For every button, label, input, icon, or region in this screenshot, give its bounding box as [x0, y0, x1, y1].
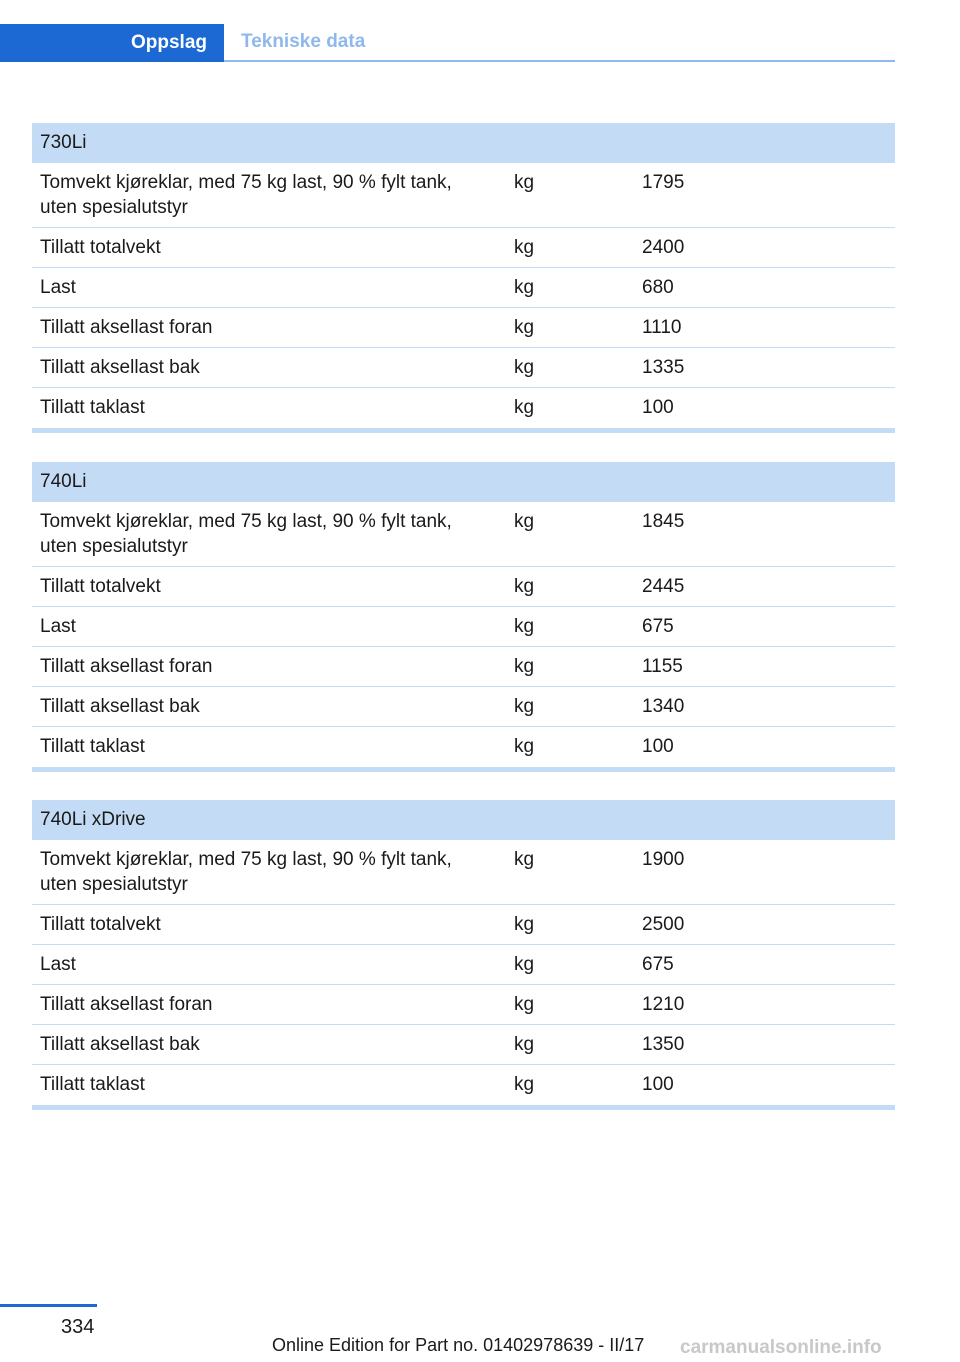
row-unit: kg — [514, 1074, 535, 1095]
row-unit: kg — [514, 914, 535, 935]
table-row — [32, 687, 895, 727]
row-value: 100 — [642, 736, 674, 757]
breadcrumb-tekniske-data[interactable]: Tekniske data — [224, 24, 895, 62]
row-value: 1340 — [642, 696, 685, 717]
table-model-header: 740Li — [32, 462, 895, 502]
row-label: Tillatt aksellast bak — [40, 357, 200, 378]
table-bottom-rule — [32, 428, 895, 433]
table-row — [32, 163, 895, 228]
row-unit: kg — [514, 397, 535, 418]
breadcrumb-oppslag[interactable]: Oppslag — [0, 24, 224, 62]
edition-text: Online Edition for Part no. 01402978639 - II/17 — [272, 1335, 645, 1355]
spec-table-730li — [32, 123, 895, 433]
row-unit: kg — [514, 994, 535, 1015]
table-row — [32, 607, 895, 647]
table-row — [32, 502, 895, 567]
table-row — [32, 268, 895, 308]
table-row — [32, 727, 895, 767]
spec-table-740li — [32, 462, 895, 772]
row-value: 680 — [642, 277, 674, 298]
table-model-header: 740Li xDrive — [32, 800, 895, 840]
table-model-header: 730Li — [32, 123, 895, 163]
row-label: Tillatt totalvekt — [40, 237, 161, 258]
row-label: Tillatt totalvekt — [40, 576, 161, 597]
row-value: 1795 — [642, 172, 685, 193]
row-unit: kg — [514, 317, 535, 338]
table-row — [32, 985, 895, 1025]
row-unit: kg — [514, 511, 535, 532]
table-bottom-rule — [32, 767, 895, 772]
row-label: Last — [40, 954, 76, 975]
row-value: 675 — [642, 616, 674, 637]
row-value: 1900 — [642, 849, 685, 870]
row-label: Tillatt taklast — [40, 736, 145, 757]
row-unit: kg — [514, 696, 535, 717]
row-label: Last — [40, 277, 76, 298]
spec-table-740li-xdrive — [32, 800, 895, 1110]
row-value: 1845 — [642, 511, 685, 532]
row-value: 100 — [642, 397, 674, 418]
footer-accent-rule — [0, 1304, 97, 1307]
row-unit: kg — [514, 172, 535, 193]
row-label: Tillatt aksellast bak — [40, 696, 200, 717]
row-label: Tillatt aksellast bak — [40, 1034, 200, 1055]
row-unit: kg — [514, 1034, 535, 1055]
row-value: 1155 — [642, 656, 683, 677]
row-label: Tillatt aksellast foran — [40, 317, 213, 338]
row-label: Tomvekt kjøreklar, med 75 kg last, 90 % fylt tank, uten spesialutstyr — [40, 172, 452, 218]
row-unit: kg — [514, 277, 535, 298]
header-bar — [0, 24, 895, 62]
row-unit: kg — [514, 736, 535, 757]
row-value: 100 — [642, 1074, 674, 1095]
row-value: 1335 — [642, 357, 685, 378]
table-row — [32, 647, 895, 687]
table-row — [32, 567, 895, 607]
row-unit: kg — [514, 237, 535, 258]
table-row — [32, 388, 895, 428]
table-row — [32, 228, 895, 268]
table-row — [32, 308, 895, 348]
table-row — [32, 840, 895, 905]
row-unit: kg — [514, 656, 535, 677]
row-unit: kg — [514, 357, 535, 378]
row-unit: kg — [514, 954, 535, 975]
table-row — [32, 945, 895, 985]
row-label: Tomvekt kjøreklar, med 75 kg last, 90 % fylt tank, uten spesialutstyr — [40, 849, 452, 895]
row-value: 2500 — [642, 914, 685, 935]
row-label: Tillatt aksellast foran — [40, 994, 213, 1015]
table-bottom-rule — [32, 1105, 895, 1110]
table-row — [32, 1065, 895, 1105]
row-value: 1350 — [642, 1034, 685, 1055]
row-label: Tomvekt kjøreklar, med 75 kg last, 90 % fylt tank, uten spesialutstyr — [40, 511, 452, 557]
row-value: 1210 — [642, 994, 685, 1015]
row-label: Tillatt aksellast foran — [40, 656, 213, 677]
row-value: 2445 — [642, 576, 685, 597]
row-label: Tillatt totalvekt — [40, 914, 161, 935]
table-row — [32, 1025, 895, 1065]
row-value: 1110 — [642, 317, 682, 338]
row-label: Tillatt taklast — [40, 1074, 145, 1095]
row-label: Tillatt taklast — [40, 397, 145, 418]
table-row — [32, 905, 895, 945]
row-unit: kg — [514, 616, 535, 637]
row-label: Last — [40, 616, 76, 637]
watermark: carmanualsonline.info — [680, 1337, 882, 1358]
table-row — [32, 348, 895, 388]
row-value: 675 — [642, 954, 674, 975]
row-unit: kg — [514, 849, 535, 870]
row-unit: kg — [514, 576, 535, 597]
page-number: 334 — [61, 1316, 95, 1338]
row-value: 2400 — [642, 237, 685, 258]
